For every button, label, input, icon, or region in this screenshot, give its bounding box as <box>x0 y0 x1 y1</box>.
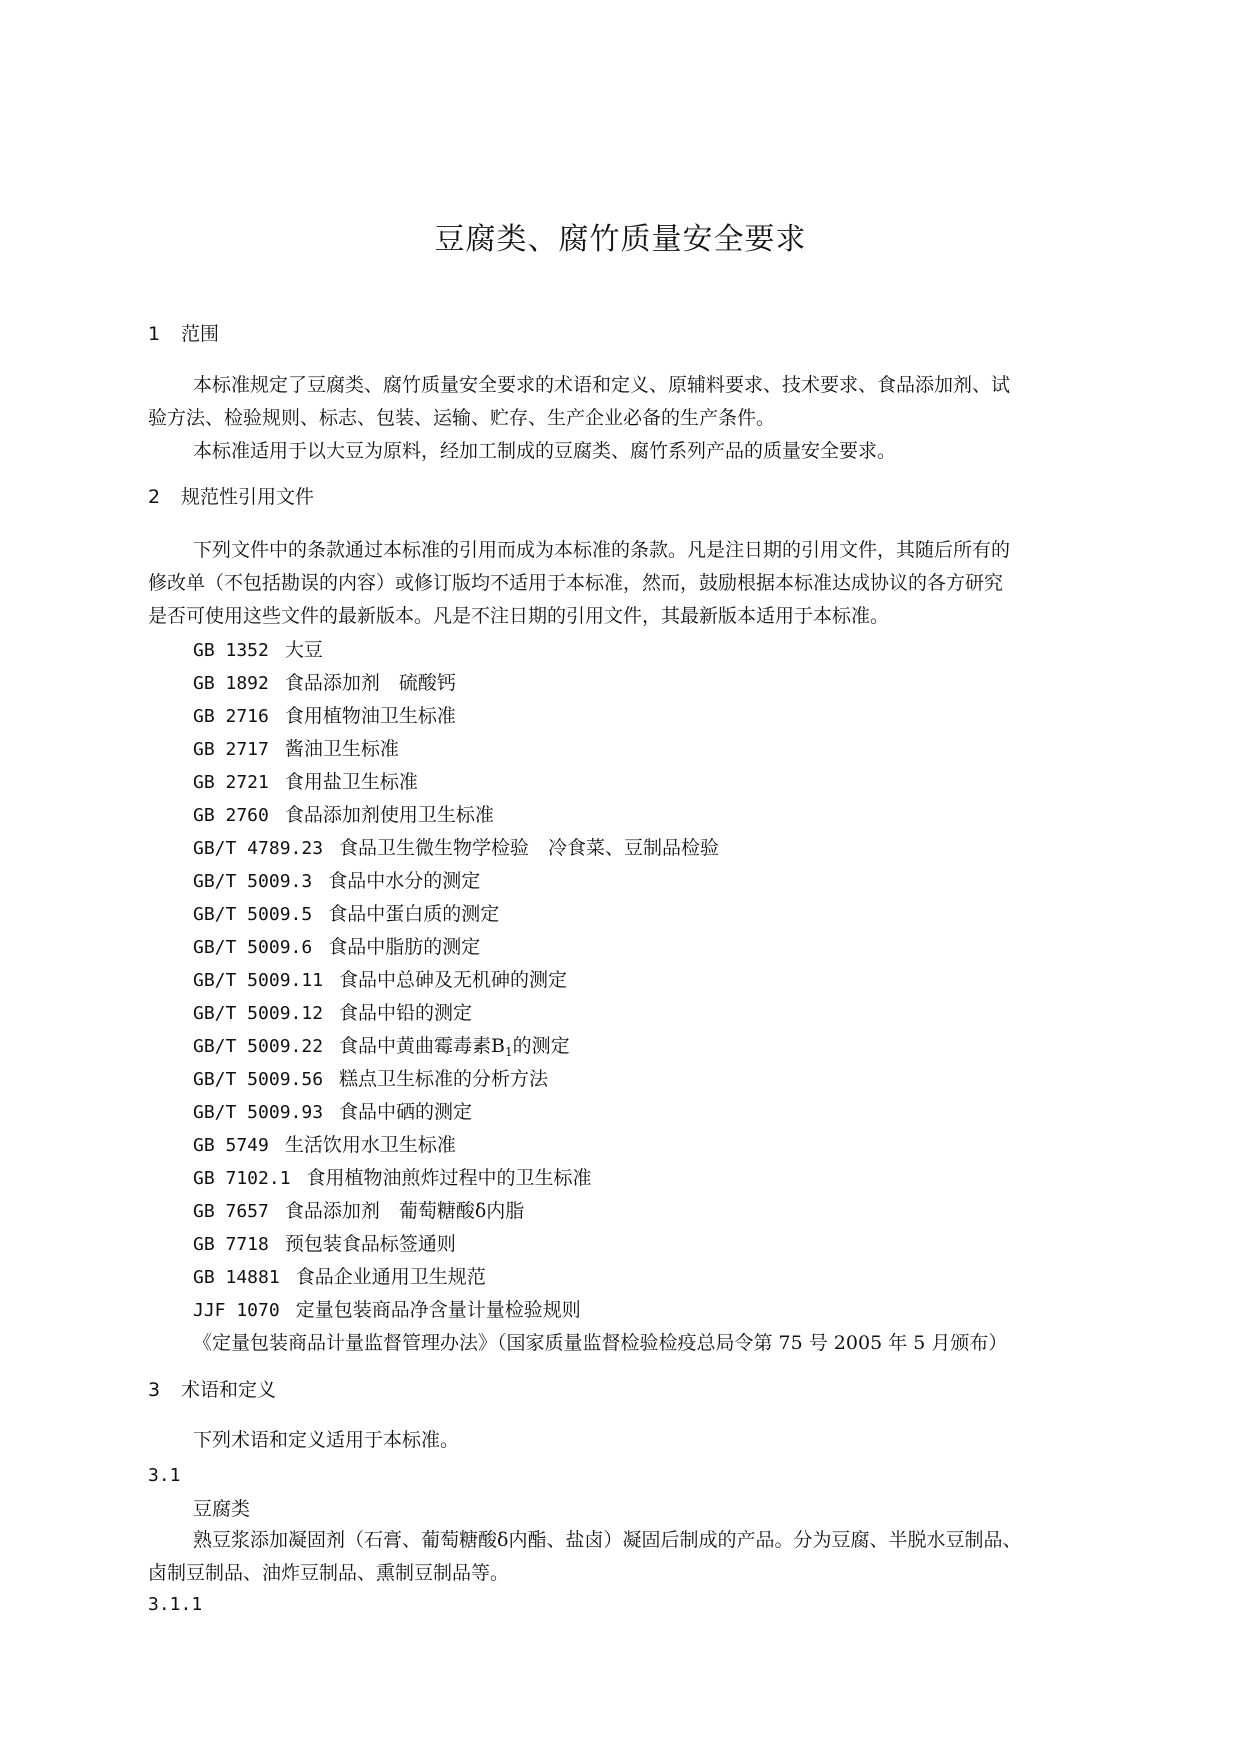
reference-code: GB 1352 <box>193 640 269 661</box>
reference-title: 酱油卫生标准 <box>284 738 399 760</box>
reference-item <box>193 832 719 865</box>
section-number: 2 <box>148 486 161 508</box>
reference-subscript: 1 <box>505 1045 513 1059</box>
section-3-heading <box>148 1376 276 1404</box>
reference-title-suffix: 的测定 <box>512 1035 570 1057</box>
text-line: 熟豆浆添加凝固剂（石膏、葡萄糖酸δ内酯、盐卤）凝固后制成的产品。分为豆腐、半脱水豆制品、 <box>193 1529 1022 1551</box>
reference-title: 食品企业通用卫生规范 <box>295 1266 486 1288</box>
section-1-heading <box>148 320 219 348</box>
text-line: 下列术语和定义适用于本标准。 <box>193 1429 460 1451</box>
section-title: 范围 <box>181 323 220 345</box>
reference-code: GB/T 5009.56 <box>193 1069 324 1090</box>
reference-title: 食品中蛋白质的测定 <box>328 903 500 925</box>
section-number: 3 <box>148 1379 161 1401</box>
reference-title: 食品中黄曲霉毒素B <box>339 1035 506 1057</box>
page-title: 豆腐类、腐竹质量安全要求 <box>434 222 807 257</box>
reference-code: GB/T 5009.11 <box>193 970 324 991</box>
reference-item-regulation <box>193 1327 1133 1360</box>
clause-number: 3.1 <box>148 1465 181 1486</box>
section-title: 规范性引用文件 <box>181 486 315 508</box>
reference-item <box>193 1162 719 1195</box>
reference-code: GB/T 4789.23 <box>193 838 324 859</box>
reference-code: GB/T 5009.22 <box>193 1036 324 1057</box>
reference-item <box>193 865 719 898</box>
reference-item <box>193 733 719 766</box>
reference-title: 食品中硒的测定 <box>339 1101 473 1123</box>
reference-title: 食品中铅的测定 <box>339 1002 473 1024</box>
clause-number: 3.1.1 <box>148 1594 203 1615</box>
reference-title: 定量包装商品净含量计量检验规则 <box>295 1299 581 1321</box>
reference-code: GB 2760 <box>193 805 269 826</box>
text-line: 《定量包装商品计量监督管理办法》（国家质量监督检验检疫总局令第 75 号 2005 年 5 月颁布） <box>193 1332 1008 1354</box>
reference-title: 糕点卫生标准的分析方法 <box>339 1068 549 1090</box>
reference-code: GB 14881 <box>193 1267 280 1288</box>
reference-code: GB/T 5009.6 <box>193 937 313 958</box>
section-2-heading <box>148 483 314 511</box>
reference-title: 食品卫生微生物学检验 冷食菜、豆制品检验 <box>339 837 720 859</box>
reference-code: GB 2721 <box>193 772 269 793</box>
reference-code: GB 7102.1 <box>193 1168 291 1189</box>
reference-item <box>193 634 719 667</box>
section-1-paragraph-1 <box>148 369 1123 435</box>
reference-code: JJF 1070 <box>193 1300 280 1321</box>
reference-title: 食用植物油煎炸过程中的卫生标准 <box>306 1167 592 1189</box>
reference-code: GB/T 5009.93 <box>193 1102 324 1123</box>
reference-title: 食用盐卫生标准 <box>284 771 418 793</box>
reference-item <box>193 964 719 997</box>
reference-item <box>193 1063 719 1096</box>
reference-code: GB 5749 <box>193 1135 269 1156</box>
section-2-paragraph <box>148 534 1123 633</box>
text-line: 本标准规定了豆腐类、腐竹质量安全要求的术语和定义、原辅料要求、技术要求、食品添加剂、试 <box>193 374 1011 396</box>
reference-item <box>193 1096 719 1129</box>
reference-item <box>193 997 719 1030</box>
reference-item <box>193 1228 719 1261</box>
text-line: 验方法、检验规则、标志、包装、运输、贮存、生产企业必备的生产条件。 <box>148 407 776 429</box>
reference-item <box>193 667 719 700</box>
reference-list <box>193 634 719 1327</box>
section-title: 术语和定义 <box>181 1379 277 1401</box>
section-3-intro <box>148 1424 1123 1457</box>
reference-title: 预包装食品标签通则 <box>284 1233 456 1255</box>
reference-code: GB/T 5009.3 <box>193 871 313 892</box>
reference-item <box>193 1195 719 1228</box>
reference-title: 食品中脂肪的测定 <box>328 936 481 958</box>
section-1-paragraph-2 <box>148 435 1123 468</box>
text-line: 本标准适用于以大豆为原料，经加工制成的豆腐类、腐竹系列产品的质量安全要求。 <box>193 440 897 462</box>
reference-code: GB 2716 <box>193 706 269 727</box>
reference-code: GB/T 5009.5 <box>193 904 313 925</box>
reference-title: 食用植物油卫生标准 <box>284 705 456 727</box>
reference-title: 食品中水分的测定 <box>328 870 481 892</box>
reference-code: GB 2717 <box>193 739 269 760</box>
text-line: 下列文件中的条款通过本标准的引用而成为本标准的条款。凡是注日期的引用文件，其随后所有的 <box>193 539 1011 561</box>
text-line: 卤制豆制品、油炸豆制品、熏制豆制品等。 <box>148 1562 510 1584</box>
reference-title: 食品中总砷及无机砷的测定 <box>339 969 568 991</box>
reference-item <box>193 766 719 799</box>
reference-code: GB 7718 <box>193 1234 269 1255</box>
reference-item <box>193 1030 719 1063</box>
reference-title: 生活饮用水卫生标准 <box>284 1134 456 1156</box>
reference-title: 食品添加剂 葡萄糖酸δ内脂 <box>284 1200 525 1222</box>
reference-item <box>193 931 719 964</box>
reference-item <box>193 1261 719 1294</box>
reference-item <box>193 799 719 832</box>
reference-code: GB/T 5009.12 <box>193 1003 324 1024</box>
text-line: 是否可使用这些文件的最新版本。凡是不注日期的引用文件，其最新版本适用于本标准。 <box>148 605 890 627</box>
term-definition <box>148 1524 1123 1590</box>
reference-title: 食品添加剂使用卫生标准 <box>284 804 494 826</box>
reference-item <box>193 1294 719 1327</box>
reference-item <box>193 1129 719 1162</box>
term-heading: 豆腐类 <box>193 1498 251 1520</box>
reference-title: 大豆 <box>284 639 323 661</box>
reference-code: GB 7657 <box>193 1201 269 1222</box>
reference-item <box>193 700 719 733</box>
section-number: 1 <box>148 323 161 345</box>
text-line: 修改单（不包括勘误的内容）或修订版均不适用于本标准，然而，鼓励根据本标准达成协议的各方研究 <box>148 572 1004 594</box>
reference-code: GB 1892 <box>193 673 269 694</box>
reference-item <box>193 898 719 931</box>
reference-title: 食品添加剂 硫酸钙 <box>284 672 456 694</box>
